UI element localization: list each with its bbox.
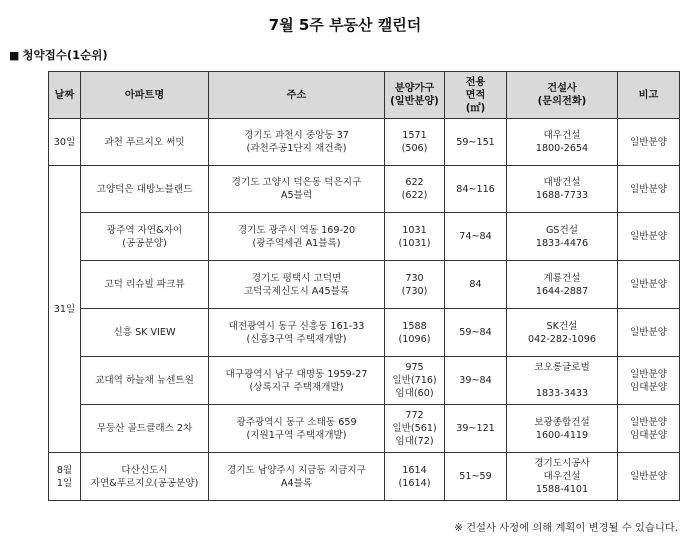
section-heading [9,47,108,63]
footnote: ※ 건설사 사정에 의해 계획이 변경될 수 있습니다. [454,522,678,534]
section-bullet: ■ [9,49,20,62]
address-cell: 경기도 고양시 덕은동 덕은지구 A5블럭 [209,166,385,213]
header-area: 전용 면적 (㎡) [445,72,507,119]
header-address: 주소 [209,72,385,119]
address-cell: 대구광역시 남구 대명동 1959-27 (상록지구 주택재개발) [209,357,385,405]
header-units: 분양가구 (일반분양) [385,72,445,119]
units-cell: 622 (622) [385,166,445,213]
note-cell: 일반분양 [618,166,680,213]
area-cell: 51~59 [445,453,507,501]
address-cell: 경기도 남양주시 지금동 지금지구 A4블록 [209,453,385,501]
area-cell: 59~84 [445,309,507,357]
table-row [49,213,680,261]
builder-cell: 계룡건설 1644-2887 [507,261,618,309]
page-title: 7월 5주 부동산 캘린더 [268,16,422,34]
calendar-table [48,71,680,501]
apt-cell: 다산신도시 자연&푸르지오(공공분양) [81,453,209,501]
note-cell: 일반분양 임대분양 [618,357,680,405]
apt-cell: 교대역 하늘채 뉴센트원 [81,357,209,405]
table-row [49,357,680,405]
date-cell: 31일 [49,166,81,453]
builder-cell: 보광종합건설 1600-4119 [507,405,618,453]
builder-cell: GS건설 1833-4476 [507,213,618,261]
note-cell: 일반분양 임대분양 [618,405,680,453]
units-cell: 1614 (1614) [385,453,445,501]
area-cell: 39~121 [445,405,507,453]
units-cell: 975 일반(716) 임대(60) [385,357,445,405]
date-cell: 30일 [49,119,81,166]
apt-cell: 고양덕은 대방노블랜드 [81,166,209,213]
apt-cell: 신흥 SK VIEW [81,309,209,357]
date-cell: 8월 1일 [49,453,81,501]
address-cell: 경기도 과천시 중앙동 37 (과천주공1단지 재건축) [209,119,385,166]
units-cell: 1031 (1031) [385,213,445,261]
note-cell: 일반분양 [618,213,680,261]
header-apt: 아파트명 [81,72,209,119]
section-label: 청약접수(1순위) [22,48,108,62]
builder-cell: 경기도시공사 대우건설 1588-4101 [507,453,618,501]
note-cell: 일반분양 [618,309,680,357]
note-cell: 일반분양 [618,261,680,309]
note-cell: 일반분양 [618,453,680,501]
units-cell: 730 (730) [385,261,445,309]
area-cell: 59~151 [445,119,507,166]
header-builder: 건설사 (문의전화) [507,72,618,119]
table-header-row [49,72,680,119]
address-cell: 대전광역시 동구 신흥동 161-33 (신흥3구역 주택재개발) [209,309,385,357]
apt-cell: 과천 푸르지오 써밋 [81,119,209,166]
apt-cell: 광주역 자연&자이 (공공분양) [81,213,209,261]
area-cell: 84 [445,261,507,309]
note-cell: 일반분양 [618,119,680,166]
builder-cell: 대방건설 1688-7733 [507,166,618,213]
area-cell: 74~84 [445,213,507,261]
table-row [49,405,680,453]
header-note: 비고 [618,72,680,119]
address-cell: 경기도 평택시 고덕면 고덕국제신도시 A45블록 [209,261,385,309]
address-cell: 광주광역시 동구 소태동 659 (지원1구역 주택재개발) [209,405,385,453]
table-row [49,119,680,166]
table-row [49,166,680,213]
area-cell: 39~84 [445,357,507,405]
builder-cell: 대우건설 1800-2654 [507,119,618,166]
units-cell: 1571 (506) [385,119,445,166]
table-row [49,261,680,309]
header-date: 날짜 [49,72,81,119]
apt-cell: 고덕 리슈빌 파크뷰 [81,261,209,309]
area-cell: 84~116 [445,166,507,213]
apt-cell: 무등산 골드클래스 2차 [81,405,209,453]
builder-cell: SK건설 042-282-1096 [507,309,618,357]
units-cell: 1588 (1096) [385,309,445,357]
table-row [49,309,680,357]
builder-cell: 코오롱글로벌 1833-3433 [507,357,618,405]
units-cell: 772 일반(561) 임대(72) [385,405,445,453]
address-cell: 경기도 광주시 역동 169-20 (광주역세권 A1블록) [209,213,385,261]
table-row [49,453,680,501]
